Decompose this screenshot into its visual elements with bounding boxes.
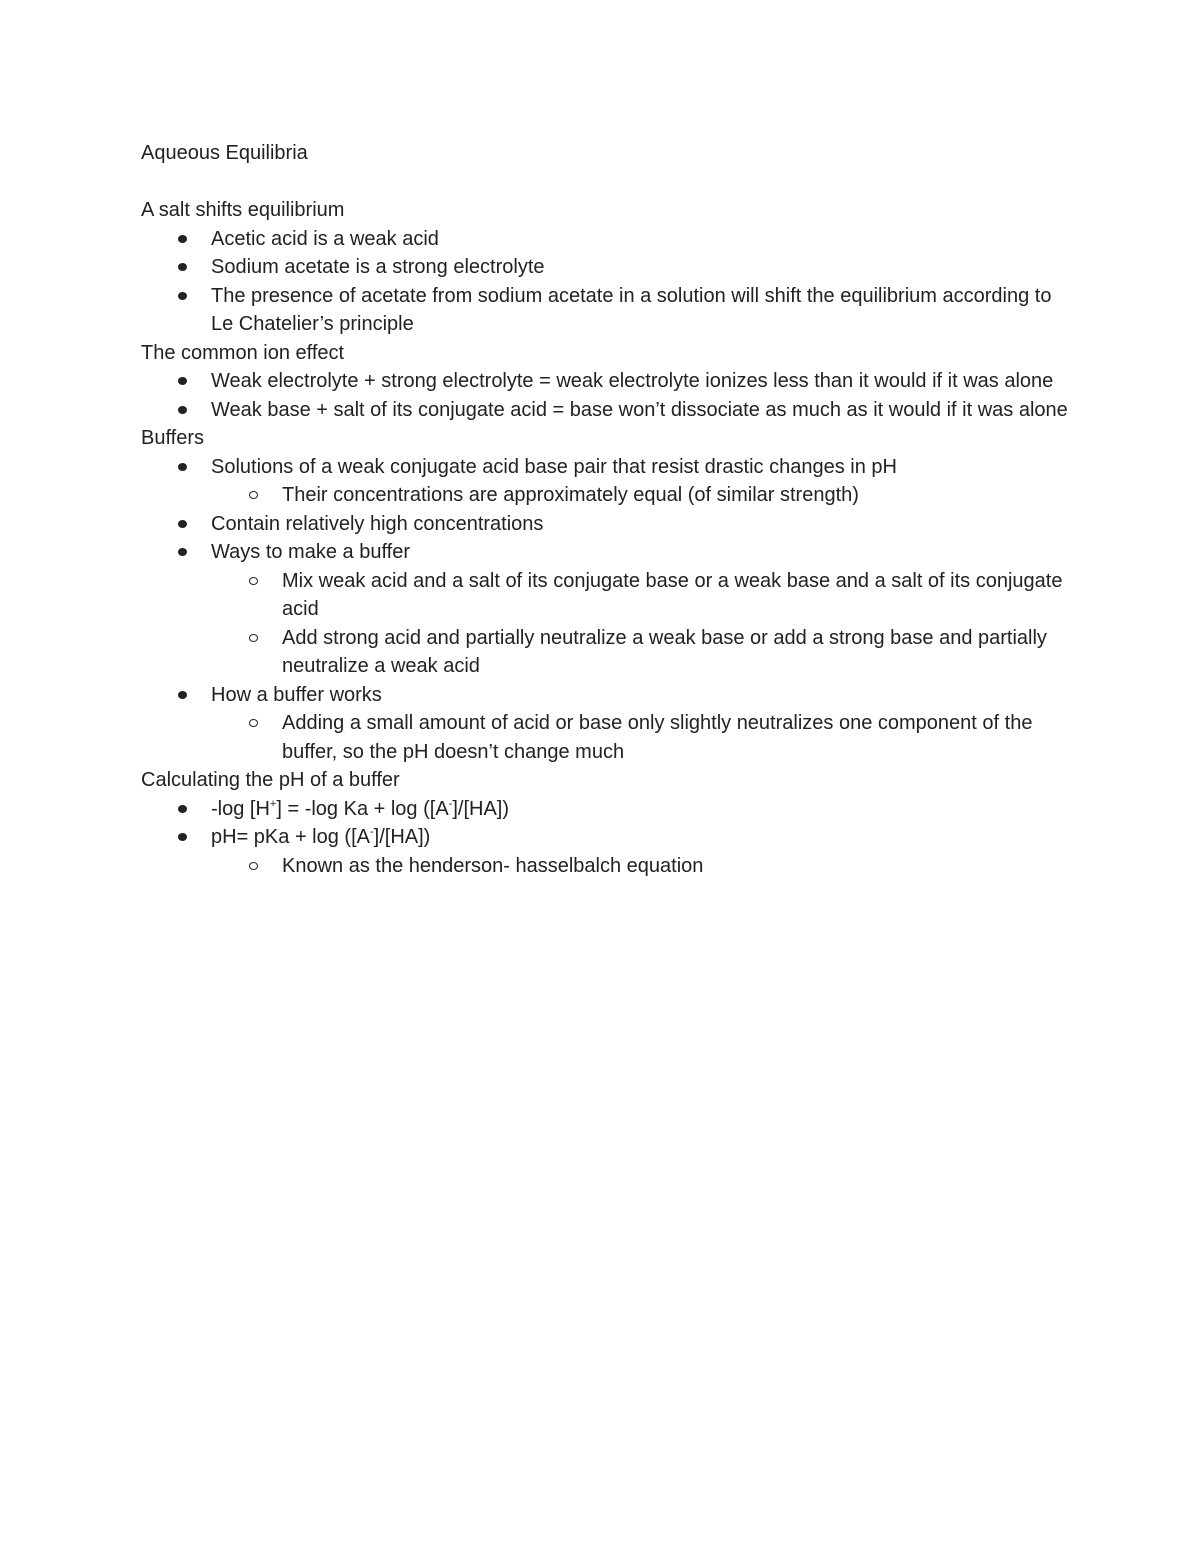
list-item-text: Their concentrations are approximately equal (of similar strength) (282, 484, 859, 506)
sub-list-item (141, 852, 1071, 881)
list-item-text: The presence of acetate from sodium acetate in a solution will shift the equilibrium according to Le Chatelier’s principle (211, 284, 1052, 335)
bullet-circle-icon (249, 491, 258, 499)
list-item (141, 510, 1071, 539)
list-item-text: How a buffer works (211, 683, 382, 706)
list-item (141, 453, 1071, 482)
list-item (141, 396, 1071, 425)
bullet-list (141, 225, 1071, 339)
bullet-list (141, 367, 1071, 424)
bullet-circle-icon (249, 577, 258, 585)
equation-item (141, 795, 1071, 824)
document-title: Aqueous Equilibria (141, 142, 308, 164)
bullet-dot-icon (178, 805, 187, 813)
sub-list-item (141, 567, 1071, 624)
list-item (141, 367, 1071, 396)
bullet-dot-icon (178, 263, 187, 271)
bullet-circle-icon (249, 719, 258, 727)
list-item-text: Ways to make a buffer (211, 541, 410, 563)
section-heading: The common ion effect (141, 341, 345, 364)
sub-list-item (141, 624, 1071, 681)
list-item-text: Contain relatively high concentrations (211, 512, 544, 535)
bullet-dot-icon (178, 463, 187, 471)
list-item-text: Mix weak acid and a salt of its conjugate base or a weak base and a salt of its conjugate acid (282, 569, 1063, 620)
equation-text (211, 826, 430, 848)
bullet-dot-icon (178, 691, 187, 699)
list-item-text: Solutions of a weak conjugate acid base pair that resist drastic changes in pH (211, 455, 897, 478)
bullet-list (141, 453, 1071, 767)
list-item-text: Adding a small amount of acid or base only slightly neutralizes one component of the buffer, so the pH doesn’t change much (282, 712, 1033, 763)
sub-list-item (141, 481, 1071, 510)
bullet-list (141, 795, 1071, 881)
bullet-circle-icon (249, 862, 258, 870)
document-body (141, 139, 1071, 880)
sub-list-item (141, 709, 1071, 766)
list-item (141, 681, 1071, 710)
section-heading: A salt shifts equilibrium (141, 199, 345, 221)
bullet-dot-icon (178, 548, 187, 556)
list-item (141, 282, 1071, 339)
equation-part: ]/[HA]) (452, 797, 510, 820)
equation-text (211, 798, 509, 820)
bullet-dot-icon (178, 406, 187, 414)
equation-part: ] = -log Ka + log ([A (276, 797, 449, 820)
equation-item (141, 823, 1071, 852)
bullet-circle-icon (249, 634, 258, 642)
list-item-text: Weak base + salt of its conjugate acid = base won’t dissociate as much as it would if it was alone (211, 398, 1068, 421)
list-item-text: Known as the henderson- hasselbalch equation (282, 854, 704, 877)
list-item-text: Add strong acid and partially neutralize a weak base or add a strong base and partially neutralize a weak acid (282, 626, 1047, 677)
bullet-dot-icon (178, 833, 187, 841)
list-item-text: Weak electrolyte + strong electrolyte = weak electrolyte ionizes less than it would if it was alone (211, 370, 1054, 392)
equation-part: -log [H (211, 797, 270, 820)
superscript: - (448, 797, 453, 810)
equation-part: ]/[HA]) (373, 826, 431, 848)
list-item (141, 253, 1071, 282)
section-heading: Buffers (141, 427, 204, 449)
bullet-dot-icon (178, 235, 187, 243)
equation-part: pH= pKa + log ([A (211, 826, 370, 848)
list-item-text: Acetic acid is a weak acid (211, 227, 439, 250)
bullet-dot-icon (178, 520, 187, 528)
bullet-dot-icon (178, 377, 187, 385)
superscript: - (369, 826, 374, 838)
section-heading: Calculating the pH of a buffer (141, 769, 400, 791)
bullet-dot-icon (178, 292, 187, 300)
superscript: + (269, 797, 277, 810)
list-item-text: Sodium acetate is a strong electrolyte (211, 256, 545, 278)
list-item (141, 538, 1071, 567)
list-item (141, 225, 1071, 254)
